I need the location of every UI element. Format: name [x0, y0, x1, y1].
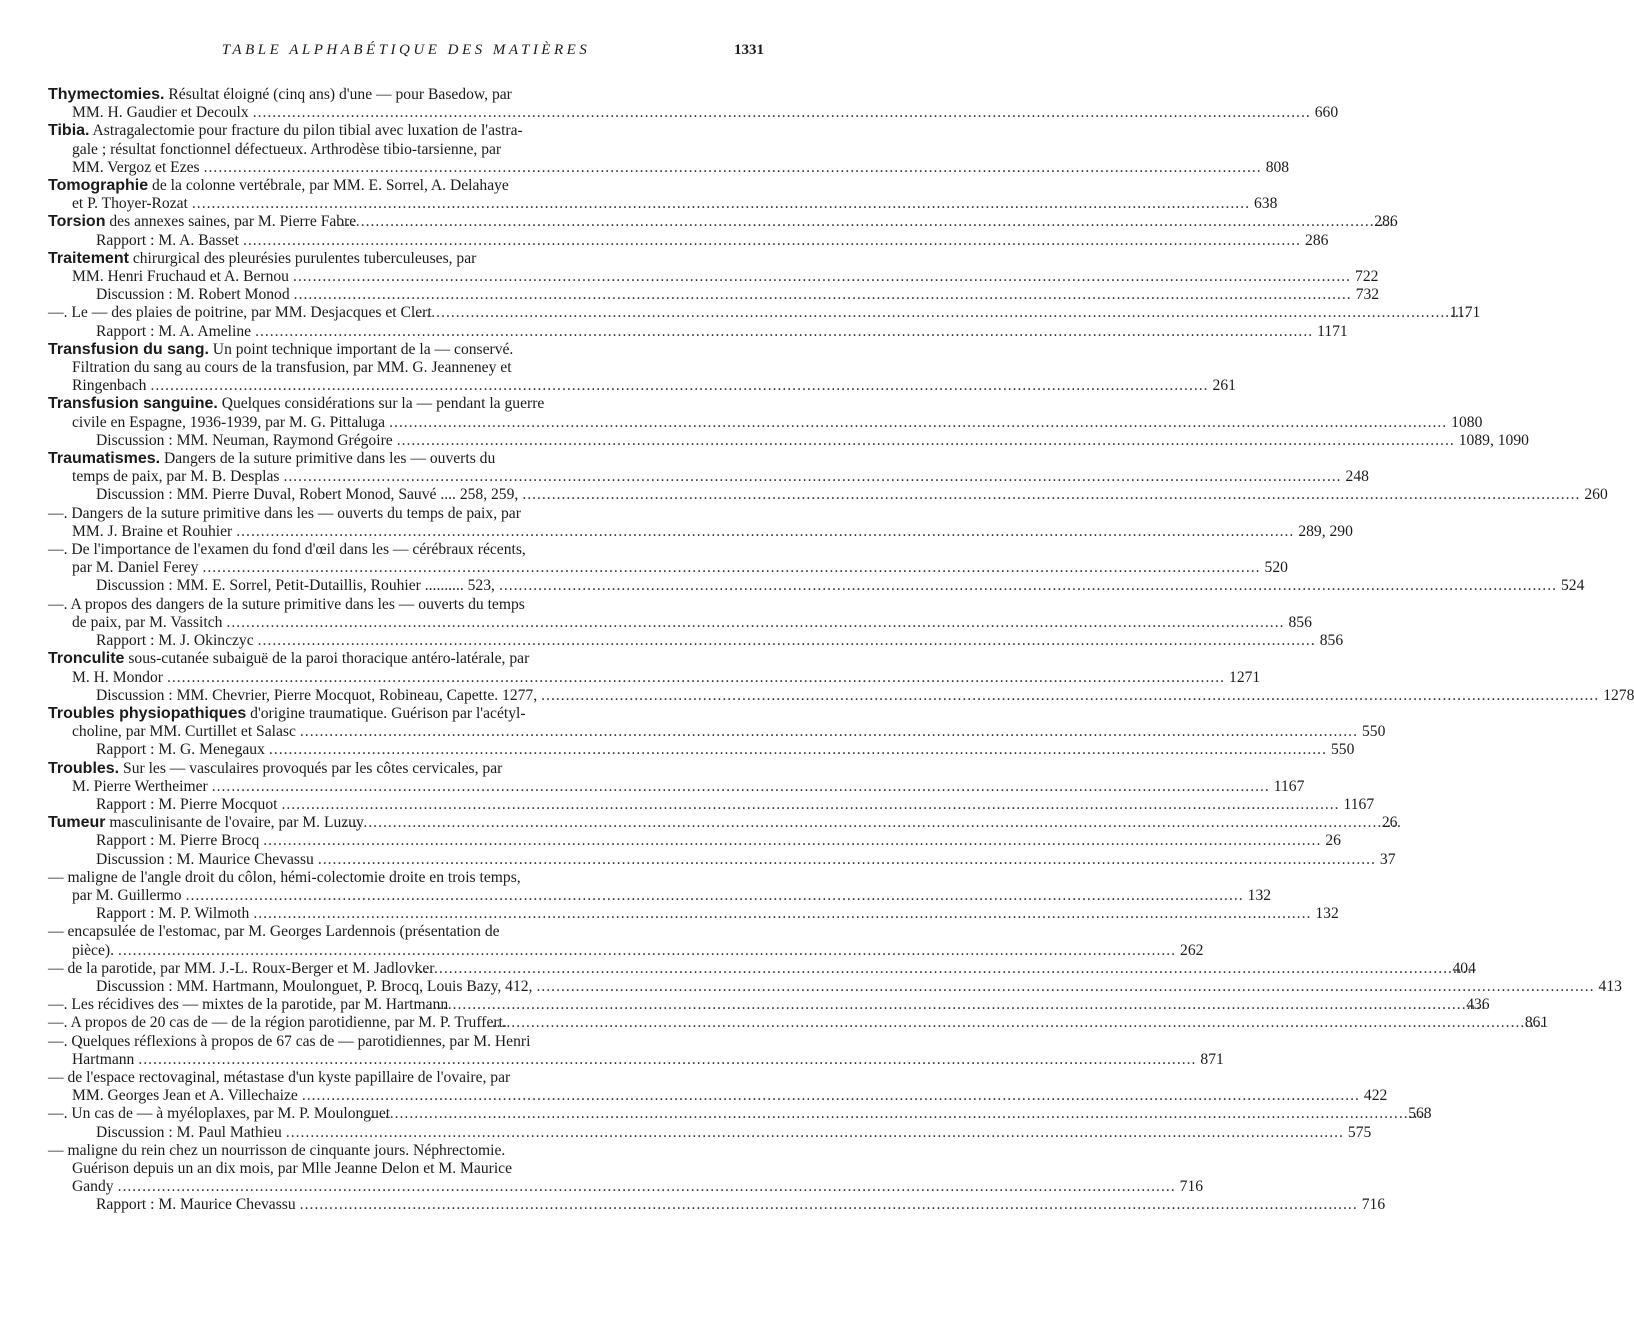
index-text: — maligne de l'angle droit du côlon, hémi-colectomie droite en trois temps,	[48, 868, 521, 886]
leader-dots	[318, 851, 1376, 869]
index-keyword: Troubles.	[48, 759, 120, 777]
index-text: Discussion : M. Maurice Chevassu	[96, 850, 314, 868]
page-reference: 550	[1330, 741, 1355, 759]
leader-dots	[522, 486, 1580, 504]
index-entry	[48, 1141, 1204, 1197]
index-entry	[48, 632, 1344, 650]
index-text: Rapport : M. G. Menegaux	[96, 741, 265, 759]
index-text: Discussion : M. Paul Mathieu	[96, 1123, 282, 1141]
index-entry	[48, 322, 1348, 341]
leader-dots	[302, 1087, 1360, 1105]
index-line	[48, 1050, 1224, 1069]
index-text: Rapport : M. A. Basset	[96, 231, 239, 249]
index-text: —. Le — des plaies de poitrine, par MM. Desjacques et Clert	[48, 304, 432, 322]
index-entry	[48, 249, 1379, 286]
index-line	[48, 104, 1339, 122]
index-line	[48, 559, 1288, 577]
index-text: Discussion : MM. Neuman, Raymond Grégoire	[96, 431, 393, 449]
index-entry	[48, 304, 1481, 322]
index-text: —. A propos des dangers de la suture primitive dans les — ouverts du temps	[48, 595, 525, 613]
index-line	[48, 1069, 757, 1087]
leader-dots	[389, 414, 1447, 432]
index-entry	[48, 996, 1490, 1014]
index-text: — de l'espace rectovaginal, métastase d'un kyste papillaire de l'ovaire, par	[48, 1068, 511, 1086]
leader-dots	[253, 104, 1311, 122]
index-line	[48, 541, 757, 559]
page-reference: 716	[1361, 1196, 1386, 1214]
leader-dots	[286, 1124, 1344, 1142]
index-entry	[48, 1032, 1224, 1069]
index-line	[48, 905, 1339, 923]
index-text: Rapport : M. P. Wilmoth	[96, 905, 250, 923]
index-entry	[48, 741, 1355, 759]
index-keyword: Traumatismes.	[48, 450, 161, 468]
index-keyword: Torsion	[48, 213, 106, 231]
index-keyword: Thymectomies.	[48, 86, 165, 103]
index-text: Discussion : MM. Pierre Duval, Robert Monod, Sauvé .... 258, 259,	[96, 486, 519, 504]
index-line: —. Les récidives des — mixtes de la parotide, par M. Hartmann ..... 436	[48, 996, 757, 1014]
index-line	[48, 1123, 1372, 1142]
leader-dots	[294, 286, 1352, 304]
index-text: M. Pierre Wertheimer	[72, 777, 208, 795]
index-line	[48, 341, 757, 359]
leader-dots	[269, 741, 1327, 759]
index-entry	[48, 704, 1386, 741]
leader-dots	[138, 1051, 1196, 1069]
leader-dots	[511, 1014, 1545, 1032]
index-entry	[48, 286, 1380, 304]
index-keyword: Tomographie	[48, 177, 149, 195]
index-text: Dangers de la suture primitive dans les — ouverts du	[160, 450, 496, 468]
index-line	[48, 177, 757, 195]
index-entry	[48, 431, 1529, 450]
page-reference: 575	[1347, 1123, 1372, 1141]
index-line	[48, 1033, 757, 1051]
index-entry	[48, 850, 1396, 869]
index-entry	[48, 977, 1622, 996]
index-keyword: Tibia.	[48, 122, 90, 140]
page-reference: 716	[1179, 1178, 1204, 1196]
index-line	[48, 395, 757, 413]
leader-dots	[438, 960, 1472, 978]
index-line	[48, 577, 1585, 595]
index-keyword: Tumeur	[48, 814, 106, 832]
index-text: — encapsulée de l'estomac, par M. Georges Lardennois (présentation de	[48, 923, 500, 941]
index-line	[48, 596, 757, 614]
index-entry	[48, 1105, 1432, 1123]
page-reference: 856	[1319, 632, 1344, 650]
index-line: Tumeur masculinisante de l'ovaire, par M. Luzuy ..... 26	[48, 814, 757, 832]
leader-dots	[192, 195, 1250, 213]
index-entry	[48, 1123, 1372, 1142]
index-line	[48, 613, 1312, 632]
index-entry	[48, 868, 1272, 905]
index-line	[48, 413, 1483, 432]
index-text: Résultat éloigné (cinq ans) d'une — pour Basedow, par	[164, 86, 512, 103]
index-entry	[48, 814, 1398, 832]
page-reference: 1080	[1451, 413, 1483, 431]
index-entry	[48, 213, 1398, 231]
page-reference: 1171	[1449, 304, 1481, 322]
index-entry	[48, 340, 1236, 396]
leader-dots	[536, 978, 1594, 996]
index-line	[48, 777, 1305, 796]
index-line	[48, 86, 757, 104]
leader-dots	[255, 323, 1313, 341]
index-text: —. De l'importance de l'examen du fond d'œil dans les — cérébraux récents,	[48, 541, 526, 559]
index-text: Astragalectomie pour fracture du pilon tibial avec luxation de l'astra-	[89, 122, 523, 140]
index-line	[48, 668, 1261, 687]
index-line	[48, 505, 757, 523]
page-reference: 660	[1314, 104, 1339, 122]
index-text: sous-cutanée subaiguë de la paroi thoracique antéro-latérale, par	[124, 650, 530, 668]
leader-dots	[499, 577, 1557, 595]
index-line	[48, 795, 1375, 814]
leader-dots	[258, 632, 1316, 650]
index-entry	[48, 1196, 1386, 1214]
index-text: M. H. Mondor	[72, 668, 163, 686]
page-reference: 37	[1379, 850, 1396, 868]
index-entry	[48, 759, 1305, 796]
index-text: et P. Thoyer-Rozat	[72, 195, 188, 213]
index-line	[48, 195, 1278, 213]
index-keyword: Traitement	[48, 249, 129, 267]
index-line	[48, 322, 1348, 341]
page-reference: 1271	[1229, 668, 1261, 686]
index-text: Gandy	[72, 1178, 114, 1196]
index-text: Sur les — vasculaires provoqués par les côtes cervicales, par	[119, 759, 503, 777]
index-line	[48, 1196, 1386, 1214]
index-entry	[48, 595, 1312, 632]
index-line	[48, 650, 757, 668]
index-entry	[48, 832, 1341, 850]
index-text: MM. Henri Fruchaud et A. Bernou	[72, 268, 289, 286]
index-line	[48, 869, 757, 887]
index-line	[48, 705, 757, 723]
index-line	[48, 304, 1481, 322]
leader-dots	[436, 304, 1470, 322]
leader-dots	[150, 377, 1208, 395]
page-reference: 638	[1253, 195, 1278, 213]
index-entry	[48, 905, 1339, 923]
leader-dots	[283, 468, 1341, 486]
index-text: de paix, par M. Vassitch	[72, 613, 223, 631]
leader-dots	[300, 723, 1358, 741]
index-text: Discussion : M. Robert Monod	[96, 286, 290, 304]
index-entry	[48, 122, 1290, 177]
index-line	[48, 158, 1290, 177]
running-head	[48, 42, 764, 66]
leader-dots	[368, 814, 1402, 832]
index-line	[48, 450, 757, 468]
index-text: masculinisante de l'ovaire, par M. Luzuy	[105, 814, 364, 832]
leader-dots	[300, 1196, 1358, 1214]
index-text: d'origine traumatique. Guérison par l'acétyl-	[246, 704, 526, 722]
index-line	[48, 486, 1608, 504]
index-line	[48, 250, 757, 268]
leader-dots	[236, 523, 1294, 541]
page-reference: 260	[1584, 486, 1608, 504]
page-reference: 26	[1325, 832, 1341, 850]
index-line	[48, 741, 1355, 759]
page-number: 1331	[734, 42, 764, 58]
index-keyword: Transfusion du sang.	[48, 340, 209, 358]
index-entry	[48, 959, 1476, 978]
index-entry	[48, 486, 1608, 504]
index-entries	[48, 86, 1634, 1215]
leader-dots	[202, 559, 1260, 577]
page-reference: 248	[1345, 468, 1369, 486]
page-reference: 1089, 1090	[1458, 431, 1529, 449]
page-reference: 1278	[1603, 686, 1634, 704]
page-reference: 524	[1561, 577, 1585, 595]
index-text: Rapport : M. Pierre Mocquot	[96, 795, 278, 813]
index-line	[48, 468, 1369, 486]
index-line: Torsion des annexes saines, par M. Pierre Fabre ..... 286	[48, 213, 757, 231]
index-text: par M. Daniel Ferey	[72, 559, 199, 577]
index-text: des annexes saines, par M. Pierre Fabre	[105, 213, 357, 231]
index-text: Rapport : M. Pierre Brocq	[96, 832, 260, 850]
leader-dots	[541, 687, 1599, 705]
page-reference: 808	[1265, 158, 1290, 176]
index-line	[48, 1160, 757, 1178]
index-line	[48, 632, 1344, 650]
index-line	[48, 760, 757, 778]
leader-dots	[394, 1105, 1428, 1123]
index-line	[48, 1178, 1204, 1196]
index-text: choline, par MM. Curtillet et Salasc	[72, 723, 296, 741]
index-text: pièce).	[72, 941, 114, 959]
leader-dots	[452, 996, 1486, 1014]
index-line	[48, 832, 1341, 850]
index-text: chirurgical des pleurésies purulentes tuberculeuses, par	[128, 249, 477, 267]
index-text: Un point technique important de la — conservé.	[208, 340, 514, 358]
leader-dots	[293, 268, 1351, 286]
page-reference: 550	[1361, 723, 1386, 741]
index-keyword: Transfusion sanguine.	[48, 395, 218, 413]
index-line	[48, 286, 1380, 304]
leader-dots	[243, 232, 1301, 250]
index-line	[48, 686, 1634, 705]
index-line: — de la parotide, par MM. J.-L. Roux-Berger et M. Jadlovker ..... 404	[48, 960, 757, 978]
index-text: Discussion : MM. Hartmann, Moulonguet, P. Brocq, Louis Bazy, 412,	[96, 977, 533, 995]
running-title: TABLE ALPHABÉTIQUE DES MATIÈRES	[221, 42, 591, 58]
index-line: —. A propos de 20 cas de — de la région parotidienne, par M. P. Truffert. ..... 861	[48, 1014, 757, 1032]
index-text: civile en Espagne, 1936-1939, par M. G. Pittaluga	[72, 413, 386, 431]
leader-dots	[186, 887, 1244, 905]
page-reference: 286	[1305, 231, 1329, 249]
page-reference: 732	[1355, 286, 1380, 304]
leader-dots	[281, 796, 1339, 814]
index-line	[48, 231, 1329, 250]
page-reference: 413	[1598, 977, 1622, 995]
index-text: — de la parotide, par MM. J.-L. Roux-Berger et M. Jadlovker	[48, 959, 435, 977]
leader-dots	[118, 1178, 1176, 1196]
index-text: Quelques considérations sur la — pendant la guerre	[217, 395, 545, 413]
leader-dots	[167, 669, 1225, 687]
index-line: —. Un cas de — à myéloplaxes, par M. P. Moulonguet ..... 568	[48, 1105, 757, 1123]
leader-dots	[253, 905, 1311, 923]
index-entry	[48, 650, 1261, 686]
leader-dots	[263, 832, 1321, 850]
index-text: —. Quelques réflexions à propos de 67 cas de — parotidiennes, par M. Henri	[48, 1032, 531, 1050]
index-line	[48, 431, 1529, 450]
index-entry	[48, 395, 1483, 431]
index-text: par M. Guillermo	[72, 886, 182, 904]
index-text: gale ; résultat fonctionnel défectueux. Arthrodèse tibio-tarsienne, par	[72, 140, 502, 158]
index-text: Rapport : M. A. Ameline	[96, 322, 252, 340]
index-text: Ringenbach	[72, 377, 147, 395]
leader-dots	[397, 432, 1455, 450]
index-text: MM. J. Braine et Rouhier	[72, 522, 233, 540]
index-line	[48, 977, 1622, 996]
index-line	[48, 1087, 1388, 1105]
index-text: Hartmann	[72, 1050, 135, 1068]
index-entry	[48, 686, 1634, 705]
page-reference: 856	[1288, 613, 1312, 631]
index-line	[48, 723, 1386, 741]
index-text: Filtration du sang au cours de la transfusion, par MM. G. Jeanneney et	[72, 359, 512, 377]
index-entry	[48, 923, 1204, 959]
index-line	[48, 522, 1353, 541]
index-line	[48, 886, 1272, 905]
page-reference: 1167	[1273, 777, 1305, 795]
index-text: MM. H. Gaudier et Decoulx	[72, 104, 249, 122]
leader-dots	[212, 778, 1270, 796]
index-text: MM. Georges Jean et A. Villechaize	[72, 1087, 298, 1105]
index-text: —. Un cas de — à myéloplaxes, par M. P. Moulonguet	[48, 1105, 391, 1123]
index-entry	[48, 177, 1278, 213]
page-reference: 871	[1200, 1050, 1224, 1068]
index-entry	[48, 1014, 1549, 1032]
leader-dots	[204, 159, 1262, 177]
index-line	[48, 122, 757, 140]
page-reference: 289, 290	[1298, 522, 1353, 540]
index-entry	[48, 795, 1375, 814]
index-text: Guérison depuis un an dix mois, par Mlle Jeanne Delon et M. Maurice	[72, 1159, 512, 1177]
index-text: temps de paix, par M. B. Desplas	[72, 468, 280, 486]
page-reference: 1167	[1343, 795, 1375, 813]
index-line	[48, 923, 757, 941]
index-line	[48, 941, 1204, 960]
page-reference: 132	[1315, 905, 1339, 923]
index-text: MM. Vergoz et Ezes	[72, 158, 200, 176]
index-entry	[48, 231, 1329, 250]
page-reference: 520	[1264, 559, 1288, 577]
page-reference: 132	[1247, 886, 1272, 904]
index-entry	[48, 504, 1353, 541]
leader-dots	[360, 213, 1394, 231]
index-text: —. Dangers de la suture primitive dans les — ouverts du temps de paix, par	[48, 504, 521, 522]
index-text: — maligne du rein chez un nourrisson de cinquante jours. Néphrectomie.	[48, 1141, 506, 1159]
index-text: —. A propos de 20 cas de — de la région parotidienne, par M. P. Truffert.	[48, 1014, 507, 1032]
index-entry	[48, 450, 1369, 486]
index-text: Discussion : MM. E. Sorrel, Petit-Dutaillis, Rouhier .......... 523,	[96, 577, 495, 595]
index-entry	[48, 577, 1585, 595]
index-line	[48, 1142, 757, 1160]
index-text: de la colonne vertébrale, par MM. E. Sorrel, A. Delahaye	[148, 177, 509, 195]
index-text: Discussion : MM. Chevrier, Pierre Mocquot, Robineau, Capette. 1277,	[96, 686, 538, 704]
index-line	[48, 141, 757, 159]
page-reference: 262	[1180, 941, 1204, 959]
page-reference: 422	[1363, 1087, 1388, 1105]
index-entry	[48, 1068, 1388, 1105]
index-line	[48, 268, 1379, 286]
leader-dots	[118, 942, 1176, 960]
index-line	[48, 850, 1396, 869]
index-entry	[48, 541, 1288, 577]
index-text: Rapport : M. J. Okinczyc	[96, 632, 254, 650]
index-text: Rapport : M. Maurice Chevassu	[96, 1196, 296, 1214]
index-entry	[48, 86, 1339, 122]
page-reference: 722	[1355, 268, 1379, 286]
page-reference: 261	[1212, 377, 1236, 395]
index-keyword: Troubles physiopathiques	[48, 704, 247, 722]
page-reference: 1171	[1317, 322, 1348, 340]
index-text: —. Les récidives des — mixtes de la parotide, par M. Hartmann	[48, 996, 449, 1014]
index-line	[48, 377, 1236, 395]
leader-dots	[226, 614, 1284, 632]
index-line	[48, 359, 757, 377]
index-keyword: Tronculite	[48, 650, 125, 668]
